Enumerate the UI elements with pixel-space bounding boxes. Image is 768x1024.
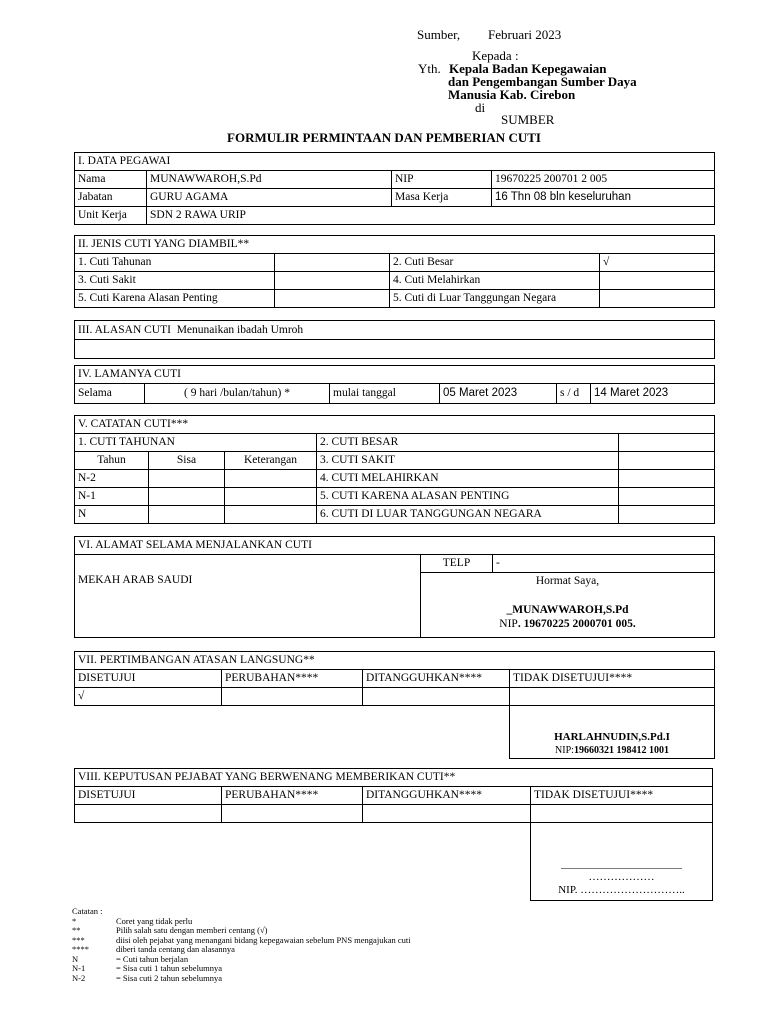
s7-tidak-disetujui-check[interactable] (510, 688, 715, 706)
section-jenis-cuti (74, 235, 715, 308)
cuti-alasan-penting-label: 5. Cuti Karena Alasan Penting (75, 290, 275, 308)
section-keputusan-pejabat (74, 768, 713, 901)
n2-sisa[interactable] (149, 470, 225, 488)
cuti-tahunan-header: 1. CUTI TAHUNAN (75, 434, 317, 452)
letter-date: Februari 2023 (488, 27, 562, 42)
alamat-value[interactable]: MEKAH ARAB SAUDI (75, 573, 421, 638)
supervisor-nip-label: NIP: (555, 745, 574, 756)
section-pertimbangan-atasan (74, 651, 715, 759)
footnotes-title: Catatan : (72, 906, 103, 916)
cuti-sakit-check[interactable] (275, 272, 390, 290)
nama-label: Nama (75, 171, 147, 189)
n1-sisa[interactable] (149, 488, 225, 506)
section-4-heading: IV. LAMANYA CUTI (75, 366, 715, 384)
applicant-nip: . 19670225 2000701 005. (517, 618, 636, 630)
s7-perubahan-header: PERUBAHAN**** (222, 670, 363, 688)
footnote-row: *** diisi oleh pejabat yang menangani bidang kepegawaian sebelum PNS mengajukan cuti (72, 934, 411, 945)
cuti-luar-row-label: 6. CUTI DI LUAR TANGGUNGAN NEGARA (317, 506, 619, 524)
masa-kerja-label: Masa Kerja (392, 189, 492, 207)
n-keterangan[interactable] (225, 506, 317, 524)
footnotes (72, 907, 411, 983)
applicant-nip-label: NIP (499, 618, 518, 630)
footnote-row: N-1 = Sisa cuti 1 tahun sebelumnya (72, 963, 223, 973)
cuti-melahirkan-label: 4. Cuti Melahirkan (390, 272, 600, 290)
supervisor-name: HARLAHNUDIN,S.Pd.I (554, 731, 670, 743)
section-7-heading: VII. PERTIMBANGAN ATASAN LANGSUNG** (75, 652, 715, 670)
di-label: di (475, 100, 486, 115)
section-5-heading: V. CATATAN CUTI*** (75, 416, 715, 434)
recipient-line-2: dan Pengembangan Sumber Daya (448, 74, 637, 89)
end-date[interactable]: 14 Maret 2023 (591, 384, 715, 404)
section-data-pegawai (74, 152, 715, 225)
start-date[interactable]: 05 Maret 2023 (440, 384, 557, 404)
cuti-luar-tanggungan-label: 5. Cuti di Luar Tanggungan Negara (390, 290, 600, 308)
nama-value[interactable]: MUNAWWAROH,S.Pd (147, 171, 392, 189)
section-8-heading: VIII. KEPUTUSAN PEJABAT YANG BERWENANG MEMBERIKAN CUTI** (75, 769, 713, 787)
alasan-value[interactable]: Menunaikan ibadah Umroh (176, 323, 304, 336)
kepada-label: Kepada : (472, 48, 519, 63)
s7-disetujui-check[interactable]: √ (75, 688, 222, 706)
yth-label: Yth. (418, 61, 441, 76)
cuti-besar-row-label: 2. CUTI BESAR (317, 434, 619, 452)
cuti-penting-note[interactable] (619, 488, 715, 506)
s8-disetujui-header: DISETUJUI (75, 787, 222, 805)
n2-label: N-2 (75, 470, 149, 488)
section-lamanya-cuti (74, 365, 715, 404)
s8-tidak-disetujui-check[interactable] (531, 805, 713, 823)
s8-ditangguhkan-header: DITANGGUHKAN**** (363, 787, 531, 805)
n1-label: N-1 (75, 488, 149, 506)
sd-label: s / d (557, 384, 591, 404)
telp-value[interactable]: - (493, 555, 715, 573)
jabatan-value[interactable]: GURU AGAMA (147, 189, 392, 207)
section-catatan-cuti (74, 415, 715, 524)
recipient-line-1: Kepala Badan Kepegawaian (449, 61, 607, 76)
s7-spacer (75, 706, 510, 759)
official-nip[interactable]: NIP. ……………………….. (558, 884, 685, 896)
supervisor-signature-block (510, 706, 715, 759)
durasi-value[interactable]: ( 9 hari /bulan/tahun) * (145, 384, 330, 404)
s7-ditangguhkan-header: DITANGGUHKAN**** (363, 670, 510, 688)
official-signature-line: ______________________ (561, 858, 682, 870)
cuti-melahirkan-check[interactable] (600, 272, 715, 290)
n-label: N (75, 506, 149, 524)
s7-disetujui-header: DISETUJUI (75, 670, 222, 688)
section-alasan-cuti (74, 320, 715, 359)
cuti-penting-row-label: 5. CUTI KARENA ALASAN PENTING (317, 488, 619, 506)
cuti-besar-label: 2. Cuti Besar (390, 254, 600, 272)
cuti-tahunan-check[interactable] (275, 254, 390, 272)
recipient-line-3: Manusia Kab. Cirebon (448, 87, 576, 102)
applicant-signature-block (421, 573, 715, 638)
cuti-alasan-penting-check[interactable] (275, 290, 390, 308)
cuti-besar-note[interactable] (619, 434, 715, 452)
unit-kerja-label: Unit Kerja (75, 207, 147, 225)
cuti-melahirkan-note[interactable] (619, 470, 715, 488)
cuti-besar-check[interactable]: √ (600, 254, 715, 272)
telp-label: TELP (421, 555, 493, 573)
n2-keterangan[interactable] (225, 470, 317, 488)
s8-perubahan-check[interactable] (222, 805, 363, 823)
official-signature-block (531, 823, 713, 901)
cuti-sakit-row-label: 3. CUTI SAKIT (317, 452, 619, 470)
footnote-row: N-2 = Sisa cuti 2 tahun sebelumnya (72, 972, 223, 983)
footnote-row: N = Cuti tahun berjalan (72, 953, 189, 964)
form-title: FORMULIR PERMINTAAN DAN PEMBERIAN CUTI (227, 130, 541, 145)
nip-value[interactable]: 19670225 200701 2 005 (492, 171, 715, 189)
s7-ditangguhkan-check[interactable] (363, 688, 510, 706)
applicant-name: _MUNAWWAROH,S.Pd (506, 604, 629, 616)
s8-tidak-disetujui-header: TIDAK DISETUJUI**** (531, 787, 713, 805)
s7-perubahan-check[interactable] (222, 688, 363, 706)
section-alamat (74, 536, 715, 638)
footnote-row: ** Pilih salah satu dengan memberi centang (√) (72, 925, 268, 935)
letter-place: Sumber, (417, 27, 461, 42)
cuti-tahunan-label: 1. Cuti Tahunan (75, 254, 275, 272)
recipient-city: SUMBER (501, 112, 555, 127)
footnote-row: **** diberi tanda centang dan alasannya (72, 944, 235, 954)
s8-perubahan-header: PERUBAHAN**** (222, 787, 363, 805)
masa-kerja-value[interactable]: 16 Thn 08 bln keseluruhan (492, 189, 715, 207)
nip-label: NIP (392, 171, 492, 189)
cuti-sakit-label: 3. Cuti Sakit (75, 272, 275, 290)
s7-tidak-disetujui-header: TIDAK DISETUJUI**** (510, 670, 715, 688)
cuti-luar-tanggungan-check[interactable] (600, 290, 715, 308)
selama-label: Selama (75, 384, 145, 404)
section-1-heading: I. DATA PEGAWAI (75, 153, 715, 171)
s8-disetujui-check[interactable] (75, 805, 222, 823)
section-3-heading: III. ALASAN CUTI Menunaikan ibadah Umroh (75, 321, 715, 340)
unit-kerja-value[interactable]: SDN 2 RAWA URIP (147, 207, 715, 225)
official-name-dots[interactable]: ……………… (588, 871, 655, 883)
s8-spacer (75, 823, 531, 901)
footnote-row: * Coret yang tidak perlu (72, 915, 193, 926)
alamat-top-blank (75, 555, 421, 573)
alasan-blank-row[interactable] (75, 340, 715, 359)
supervisor-nip: 19660321 198412 1001 (573, 745, 669, 756)
jabatan-label: Jabatan (75, 189, 147, 207)
n-sisa[interactable] (149, 506, 225, 524)
mulai-tanggal-label: mulai tanggal (330, 384, 440, 404)
cuti-luar-note[interactable] (619, 506, 715, 524)
hormat-saya: Hormat Saya, (535, 575, 600, 587)
col-tahun-header: Tahun (75, 452, 149, 470)
cuti-sakit-note[interactable] (619, 452, 715, 470)
section-2-heading: II. JENIS CUTI YANG DIAMBIL** (75, 236, 715, 254)
cuti-melahirkan-row-label: 4. CUTI MELAHIRKAN (317, 470, 619, 488)
col-sisa-header: Sisa (149, 452, 225, 470)
section-6-heading: VI. ALAMAT SELAMA MENJALANKAN CUTI (75, 537, 715, 555)
n1-keterangan[interactable] (225, 488, 317, 506)
s8-ditangguhkan-check[interactable] (363, 805, 531, 823)
col-keterangan-header: Keterangan (225, 452, 317, 470)
